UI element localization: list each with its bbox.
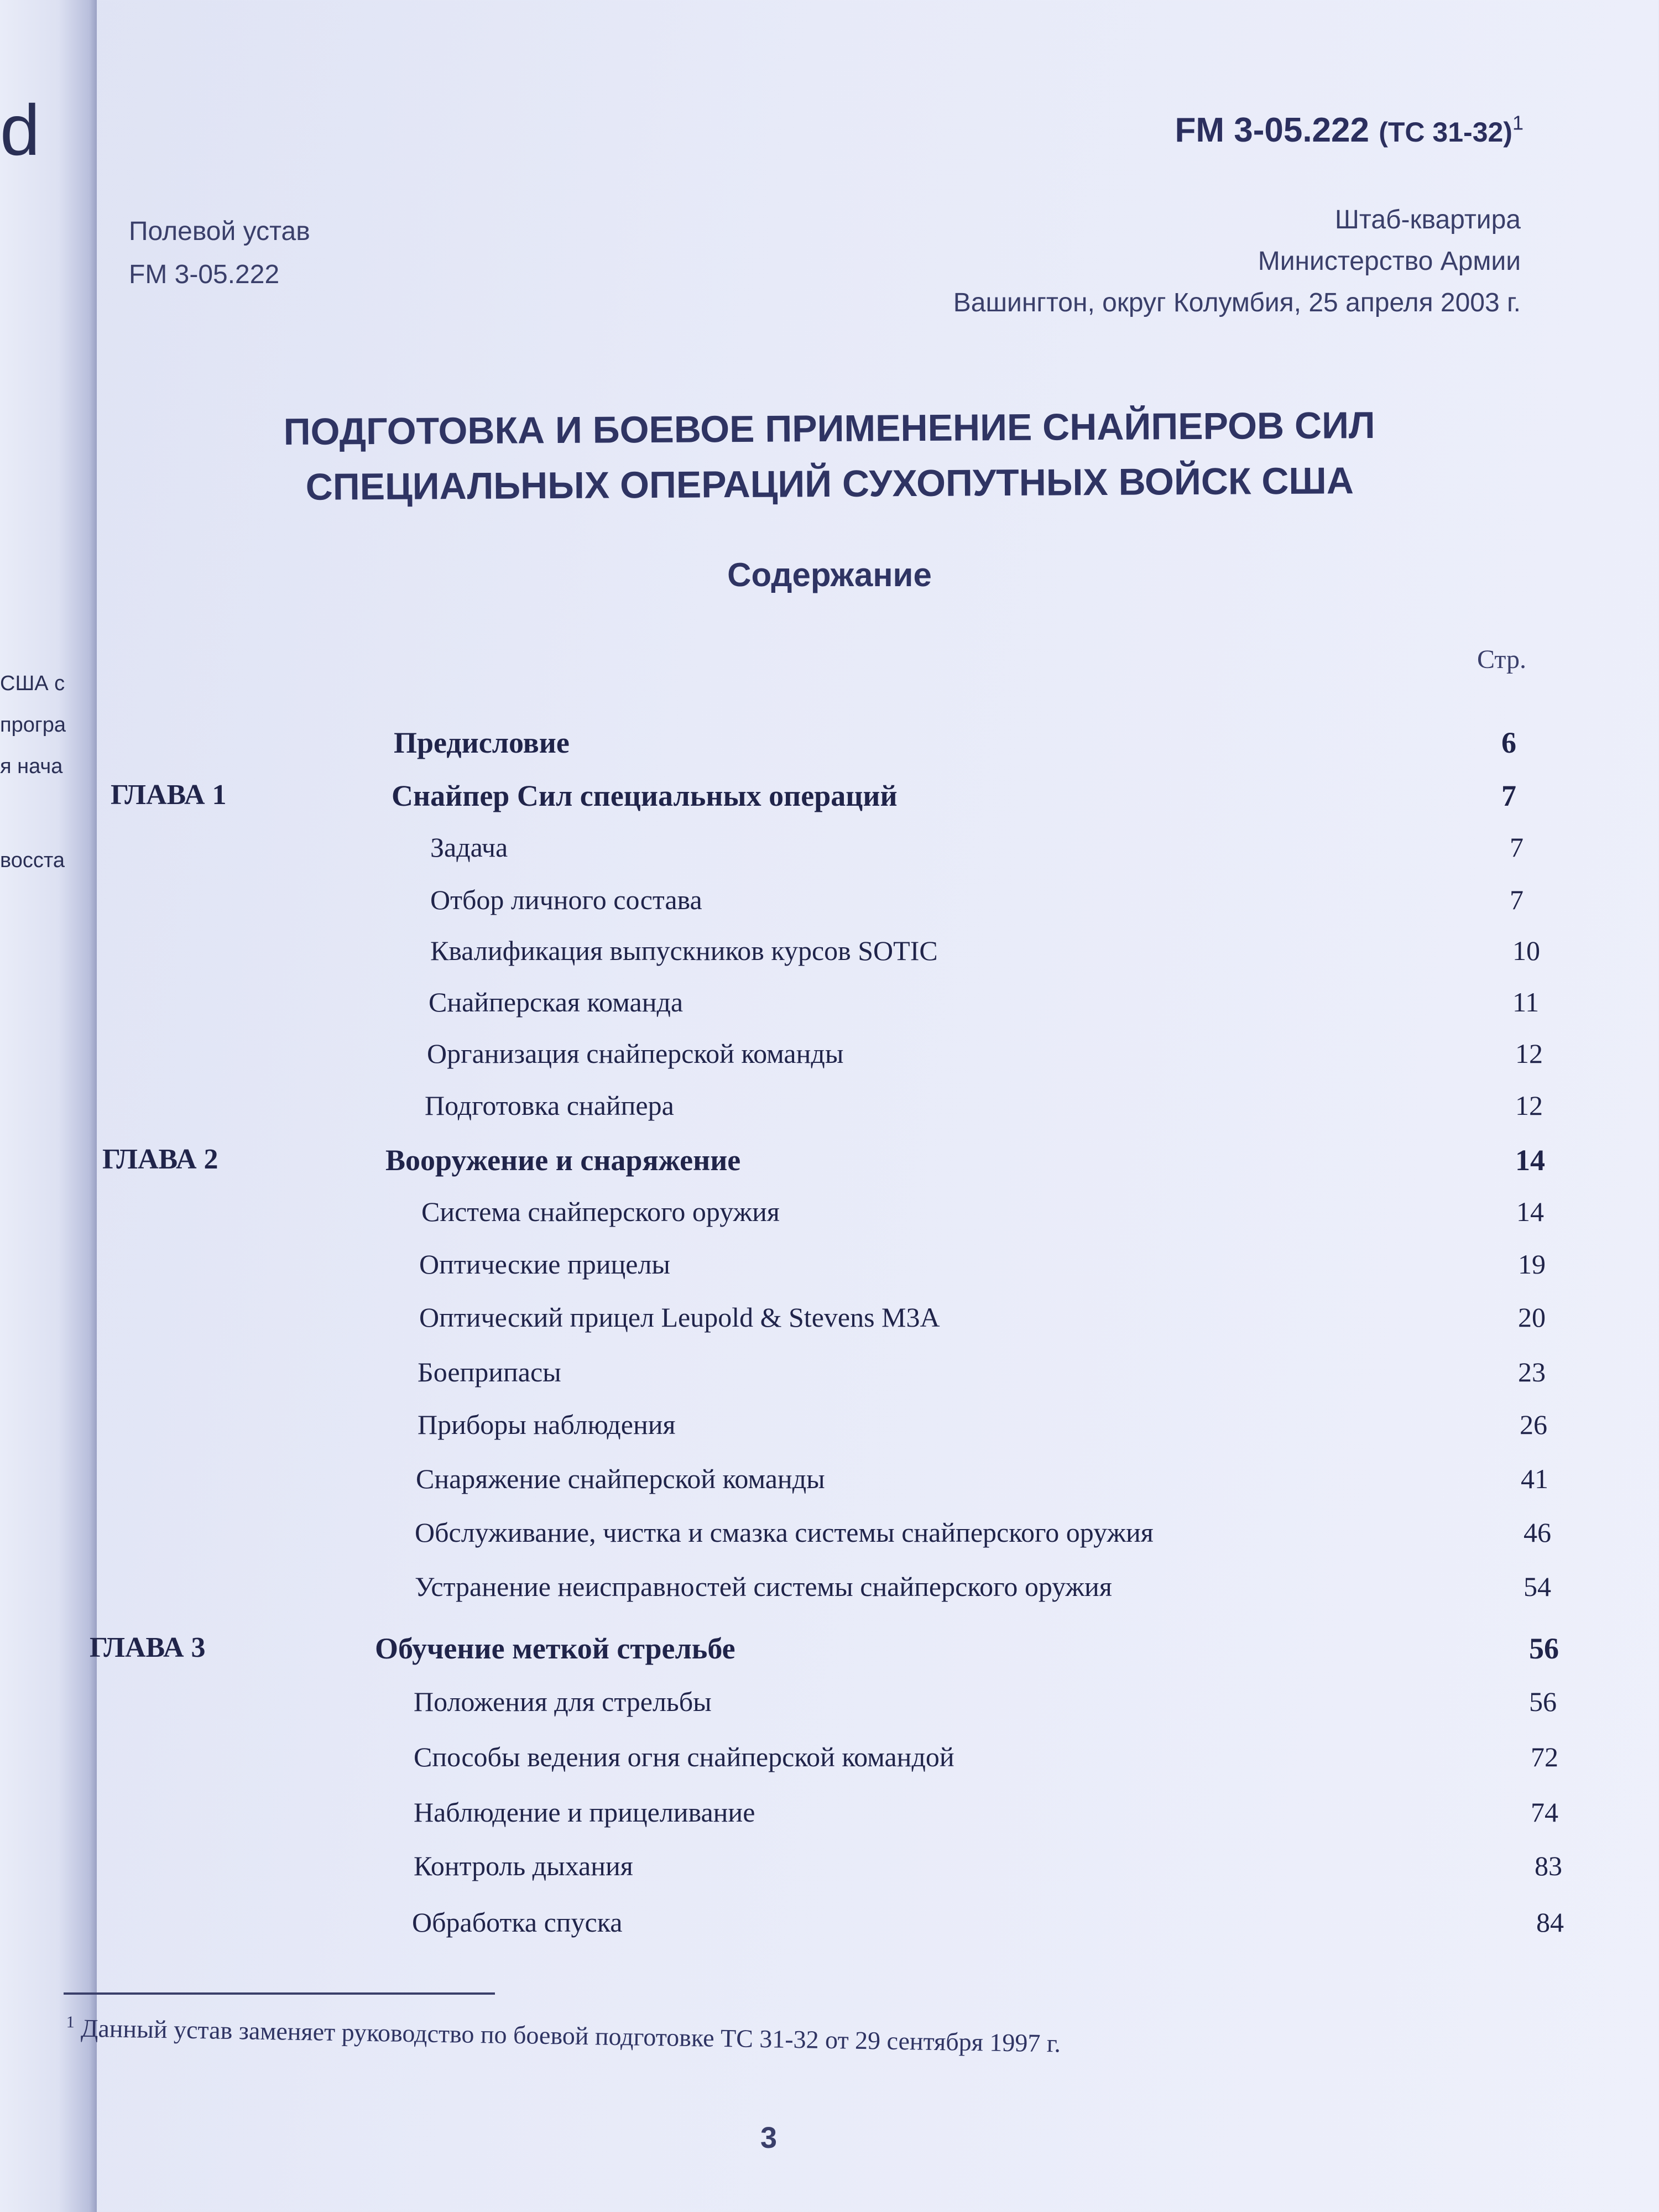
toc-page-number: 83 bbox=[1535, 1850, 1562, 1881]
toc-page-number: 56 bbox=[1529, 1686, 1557, 1717]
toc-page-number: 14 bbox=[1516, 1196, 1544, 1227]
toc-entry-title: Положения для стрельбы bbox=[414, 1686, 712, 1717]
spine-fragment: d bbox=[0, 90, 40, 170]
spine-fragment: я нача bbox=[0, 755, 63, 778]
toc-page-number: 7 bbox=[1501, 779, 1516, 812]
toc-entry-title: Снаряжение снайперской команды bbox=[416, 1463, 825, 1494]
toc-entry-title: Система снайперского оружия bbox=[421, 1196, 780, 1227]
toc-entry-title: Обработка спуска bbox=[412, 1907, 623, 1938]
toc-entry-title: Снайпер Сил специальных операций bbox=[392, 779, 898, 812]
toc-entry-title: Обслуживание, чистка и смазка системы снайперского оружия bbox=[415, 1517, 1154, 1548]
toc-page-number: 41 bbox=[1521, 1463, 1548, 1494]
toc-page-number: 7 bbox=[1510, 884, 1524, 915]
toc-page-number: 10 bbox=[1512, 935, 1540, 966]
toc-page-number: 84 bbox=[1536, 1907, 1564, 1938]
toc-entry-title: Наблюдение и прицеливание bbox=[414, 1797, 755, 1828]
toc-entry-title: Предисловие bbox=[394, 726, 570, 759]
toc-page-number: 26 bbox=[1520, 1409, 1547, 1440]
toc-page-number: 74 bbox=[1531, 1797, 1558, 1828]
left-header-line: FM 3-05.222 bbox=[129, 260, 280, 289]
toc-entry-title: Квалификация выпускников курсов SOTIC bbox=[430, 935, 938, 966]
toc-page-number: 56 bbox=[1529, 1632, 1559, 1665]
spine-fragment: восста bbox=[0, 849, 65, 872]
right-header-line: Штаб-квартира bbox=[1334, 205, 1521, 234]
left-header-line: Полевой устав bbox=[129, 217, 310, 246]
toc-entry-title: Задача bbox=[430, 832, 508, 863]
footnote-divider bbox=[64, 1992, 495, 1995]
toc-page-number: 23 bbox=[1518, 1357, 1546, 1387]
toc-entry-title: Контроль дыхания bbox=[414, 1850, 633, 1881]
toc-entry-title: Боеприпасы bbox=[418, 1357, 561, 1387]
footnote-ref: 1 bbox=[1512, 111, 1524, 134]
toc-entry-title: Отбор личного состава bbox=[430, 884, 702, 915]
toc-page-number: 12 bbox=[1515, 1090, 1543, 1121]
toc-page-number: 19 bbox=[1518, 1249, 1546, 1280]
toc-page-number: 14 bbox=[1515, 1144, 1545, 1177]
toc-entry-title: Обучение меткой стрельбе bbox=[375, 1632, 735, 1665]
title-line: СПЕЦИАЛЬНЫХ ОПЕРАЦИЙ СУХОПУТНЫХ ВОЙСК США bbox=[305, 460, 1354, 508]
toc-page-number: 46 bbox=[1524, 1517, 1551, 1548]
footnote-number: 1 bbox=[66, 2013, 75, 2032]
page-column-label: Стр. bbox=[1477, 645, 1526, 674]
toc-chapter-label: ГЛАВА 2 bbox=[102, 1144, 218, 1175]
tc-code: (TC 31-32) bbox=[1379, 117, 1512, 148]
toc-entry-title: Оптические прицелы bbox=[419, 1249, 671, 1280]
toc-page-number: 12 bbox=[1515, 1038, 1543, 1069]
toc-page-number: 72 bbox=[1531, 1741, 1558, 1772]
toc-entry-title: Организация снайперской команды bbox=[427, 1038, 844, 1069]
toc-entry-title: Снайперская команда bbox=[429, 987, 684, 1018]
title-line: ПОДГОТОВКА И БОЕВОЕ ПРИМЕНЕНИЕ СНАЙПЕРОВ СИЛ bbox=[283, 404, 1375, 453]
right-header-line: Вашингтон, округ Колумбия, 25 апреля 2003 г. bbox=[953, 288, 1521, 317]
toc-entry-title: Вооружение и снаряжение bbox=[385, 1144, 741, 1177]
toc-entry-title: Способы ведения огня снайперской командой bbox=[414, 1741, 954, 1772]
fm-code: FM 3-05.222 bbox=[1175, 111, 1369, 149]
toc-page-number: 11 bbox=[1512, 987, 1540, 1018]
toc-entry-title: Оптический прицел Leupold & Stevens M3A bbox=[419, 1302, 940, 1333]
spine-fragment: програ bbox=[0, 713, 66, 737]
footnote-text: Данный устав заменяет руководство по боевой подготовке ТС 31-32 от 29 сентября 1997 г. bbox=[80, 2013, 1061, 2058]
toc-chapter-label: ГЛАВА 1 bbox=[111, 779, 227, 811]
toc-chapter-label: ГЛАВА 3 bbox=[90, 1632, 206, 1663]
right-header-line: Министерство Армии bbox=[1258, 247, 1521, 276]
toc-page-number: 6 bbox=[1501, 726, 1516, 759]
toc-page-number: 20 bbox=[1518, 1302, 1546, 1333]
toc-page-number: 7 bbox=[1510, 832, 1524, 863]
page-number: 3 bbox=[760, 2121, 778, 2154]
toc-entry-title: Подготовка снайпера bbox=[425, 1090, 674, 1121]
toc-entry-title: Устранение неисправностей системы снайперского оружия bbox=[415, 1571, 1112, 1602]
spine-fragment: США с bbox=[0, 672, 65, 695]
toc-entry-title: Приборы наблюдения bbox=[418, 1409, 676, 1440]
toc-heading: Содержание bbox=[727, 556, 932, 593]
toc-page-number: 54 bbox=[1524, 1571, 1551, 1602]
